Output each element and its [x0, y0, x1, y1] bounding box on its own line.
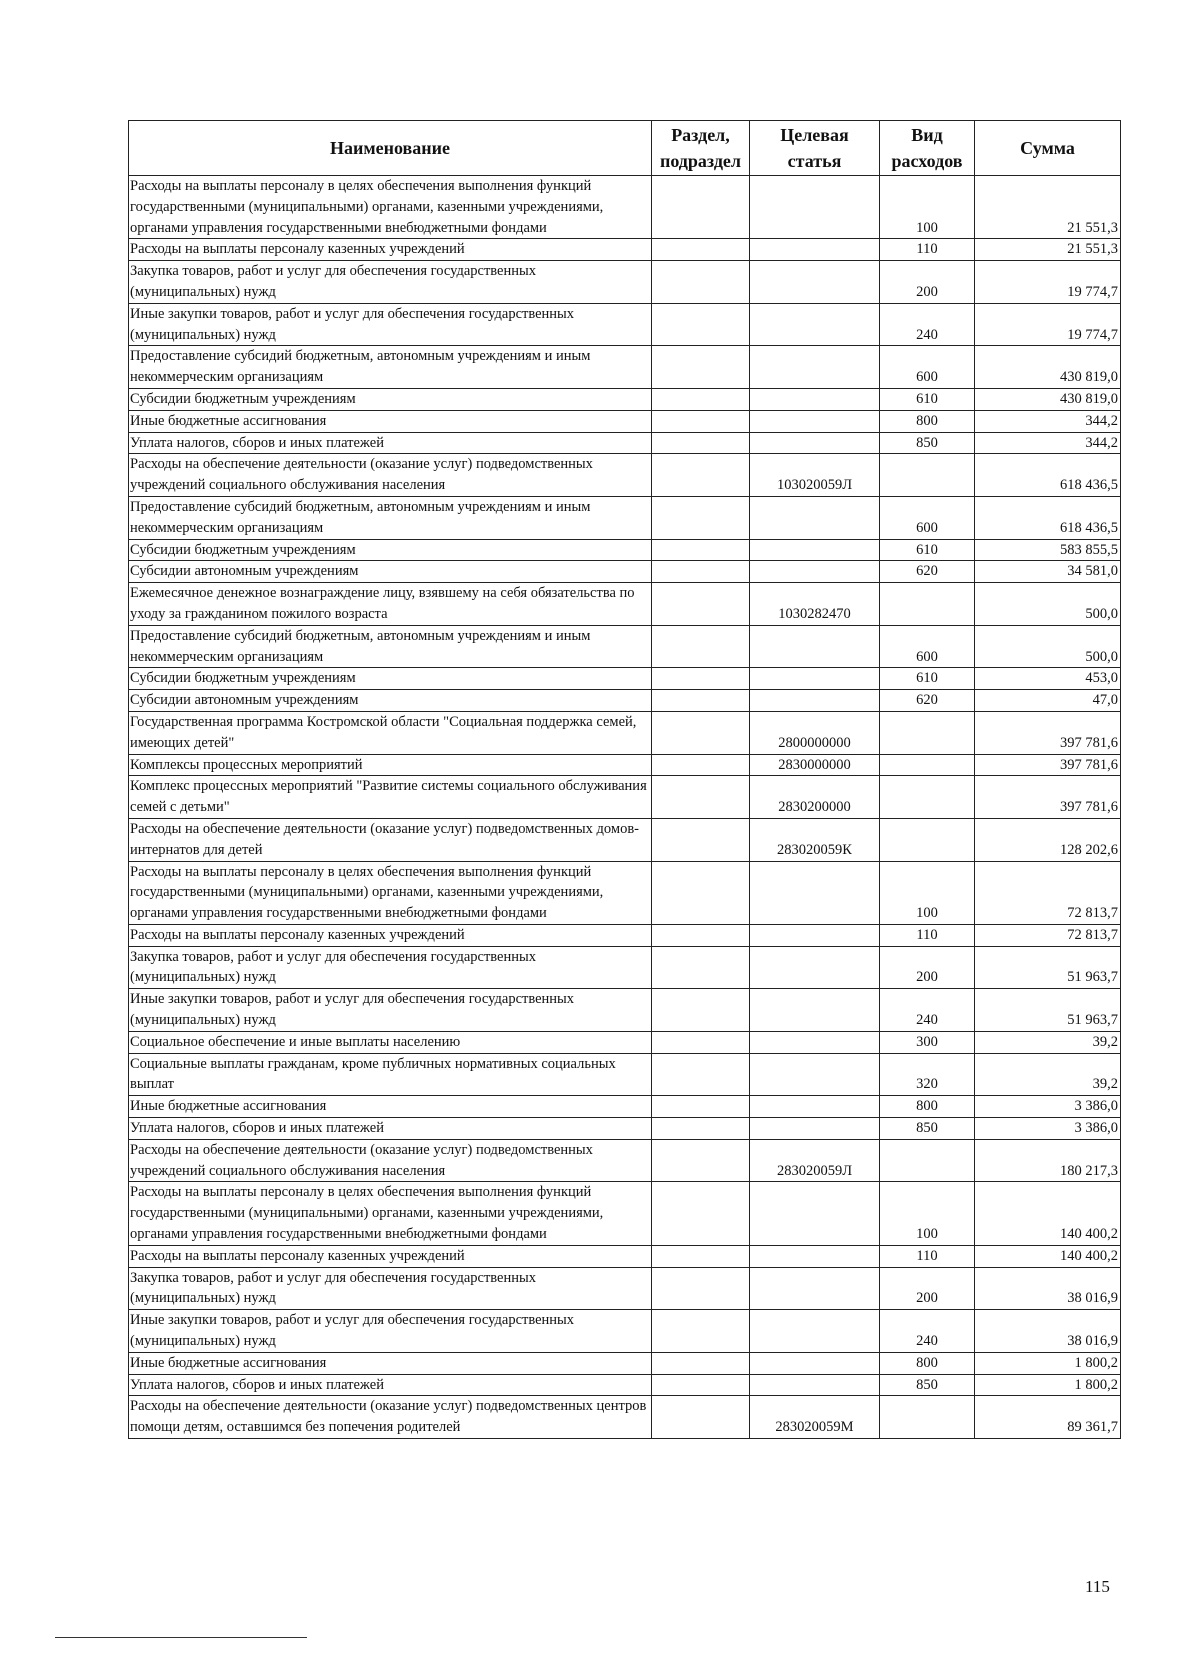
- cell-expense-type: 110: [880, 1245, 975, 1267]
- cell-expense-type: 610: [880, 388, 975, 410]
- cell-target-article: 283020059К: [750, 818, 880, 861]
- cell-name: Расходы на обеспечение деятельности (оказание услуг) подведомственных домов-интернатов для детей: [129, 818, 652, 861]
- table-row: [129, 946, 1121, 989]
- table-row: [129, 861, 1121, 924]
- cell-expense-type: 600: [880, 346, 975, 389]
- cell-section: [652, 496, 750, 539]
- cell-amount: 39,2: [975, 1031, 1121, 1053]
- cell-amount: 453,0: [975, 668, 1121, 690]
- cell-expense-type: 850: [880, 1374, 975, 1396]
- cell-section: [652, 410, 750, 432]
- cell-target-article: [750, 303, 880, 346]
- cell-expense-type: 620: [880, 561, 975, 583]
- cell-amount: 34 581,0: [975, 561, 1121, 583]
- cell-amount: 21 551,3: [975, 176, 1121, 239]
- cell-target-article: [750, 410, 880, 432]
- header-expense-type: Вид расходов: [880, 121, 975, 176]
- cell-amount: 3 386,0: [975, 1118, 1121, 1140]
- cell-target-article: [750, 861, 880, 924]
- cell-amount: 38 016,9: [975, 1267, 1121, 1310]
- cell-expense-type: 600: [880, 496, 975, 539]
- table-row: [129, 1310, 1121, 1353]
- cell-expense-type: 240: [880, 989, 975, 1032]
- cell-target-article: [750, 1118, 880, 1140]
- cell-amount: 140 400,2: [975, 1182, 1121, 1245]
- cell-section: [652, 754, 750, 776]
- cell-name: Иные бюджетные ассигнования: [129, 410, 652, 432]
- cell-expense-type: 300: [880, 1031, 975, 1053]
- cell-target-article: [750, 946, 880, 989]
- cell-name: Расходы на выплаты персоналу в целях обеспечения выполнения функций государственными (муниципальными) органами, казенными учреждениями, органами управления государственными внебюджетными фондами: [129, 1182, 652, 1245]
- cell-amount: 3 386,0: [975, 1096, 1121, 1118]
- page-number: 115: [1085, 1577, 1110, 1596]
- cell-name: Комплексы процессных мероприятий: [129, 754, 652, 776]
- table-row: [129, 388, 1121, 410]
- cell-name: Закупка товаров, работ и услуг для обеспечения государственных (муниципальных) нужд: [129, 261, 652, 304]
- cell-name: Расходы на выплаты персоналу казенных учреждений: [129, 924, 652, 946]
- cell-expense-type: [880, 454, 975, 497]
- cell-section: [652, 539, 750, 561]
- cell-expense-type: 610: [880, 539, 975, 561]
- table-row: [129, 539, 1121, 561]
- cell-expense-type: 200: [880, 261, 975, 304]
- cell-amount: 618 436,5: [975, 454, 1121, 497]
- table-row: [129, 1374, 1121, 1396]
- cell-expense-type: 800: [880, 1352, 975, 1374]
- table-row: [129, 176, 1121, 239]
- cell-target-article: [750, 668, 880, 690]
- cell-target-article: [750, 690, 880, 712]
- cell-amount: 19 774,7: [975, 261, 1121, 304]
- cell-name: Расходы на выплаты персоналу в целях обеспечения выполнения функций государственными (муниципальными) органами, казенными учреждениями, органами управления государственными внебюджетными фондами: [129, 176, 652, 239]
- cell-target-article: [750, 1310, 880, 1353]
- table-row: [129, 625, 1121, 668]
- cell-target-article: [750, 388, 880, 410]
- cell-amount: 21 551,3: [975, 239, 1121, 261]
- cell-name: Субсидии автономным учреждениям: [129, 690, 652, 712]
- cell-section: [652, 625, 750, 668]
- cell-target-article: [750, 346, 880, 389]
- cell-amount: 397 781,6: [975, 711, 1121, 754]
- cell-target-article: [750, 625, 880, 668]
- cell-section: [652, 388, 750, 410]
- cell-amount: 344,2: [975, 410, 1121, 432]
- cell-name: Государственная программа Костромской области "Социальная поддержка семей, имеющих детей": [129, 711, 652, 754]
- cell-amount: 500,0: [975, 625, 1121, 668]
- cell-target-article: 1030282470: [750, 583, 880, 626]
- table-row: [129, 754, 1121, 776]
- cell-name: Субсидии бюджетным учреждениям: [129, 668, 652, 690]
- cell-name: Расходы на обеспечение деятельности (оказание услуг) подведомственных учреждений социального обслуживания населения: [129, 1139, 652, 1182]
- cell-expense-type: 100: [880, 861, 975, 924]
- table-row: [129, 261, 1121, 304]
- cell-section: [652, 861, 750, 924]
- budget-table: [128, 120, 1121, 1439]
- cell-target-article: [750, 176, 880, 239]
- table-row: [129, 1245, 1121, 1267]
- cell-section: [652, 1310, 750, 1353]
- cell-target-article: [750, 561, 880, 583]
- cell-section: [652, 176, 750, 239]
- cell-amount: 51 963,7: [975, 989, 1121, 1032]
- cell-amount: 72 813,7: [975, 924, 1121, 946]
- table-row: [129, 239, 1121, 261]
- cell-section: [652, 1245, 750, 1267]
- cell-name: Закупка товаров, работ и услуг для обеспечения государственных (муниципальных) нужд: [129, 1267, 652, 1310]
- cell-target-article: [750, 1267, 880, 1310]
- cell-section: [652, 1182, 750, 1245]
- cell-target-article: [750, 1096, 880, 1118]
- cell-amount: 180 217,3: [975, 1139, 1121, 1182]
- cell-section: [652, 1031, 750, 1053]
- cell-expense-type: 850: [880, 432, 975, 454]
- cell-section: [652, 261, 750, 304]
- cell-expense-type: 320: [880, 1053, 975, 1096]
- table-row: [129, 776, 1121, 819]
- cell-target-article: 283020059Л: [750, 1139, 880, 1182]
- cell-name: Иные закупки товаров, работ и услуг для обеспечения государственных (муниципальных) нужд: [129, 1310, 652, 1353]
- header-section: Раздел, подраздел: [652, 121, 750, 176]
- cell-amount: 1 800,2: [975, 1374, 1121, 1396]
- cell-name: Уплата налогов, сборов и иных платежей: [129, 1374, 652, 1396]
- table-row: [129, 583, 1121, 626]
- cell-name: Субсидии бюджетным учреждениям: [129, 539, 652, 561]
- table-row: [129, 454, 1121, 497]
- table-row: [129, 410, 1121, 432]
- cell-target-article: 283020059М: [750, 1396, 880, 1439]
- cell-name: Иные закупки товаров, работ и услуг для обеспечения государственных (муниципальных) нужд: [129, 989, 652, 1032]
- cell-amount: 51 963,7: [975, 946, 1121, 989]
- cell-expense-type: 200: [880, 946, 975, 989]
- cell-section: [652, 303, 750, 346]
- cell-amount: 344,2: [975, 432, 1121, 454]
- cell-name: Социальное обеспечение и иные выплаты населению: [129, 1031, 652, 1053]
- cell-name: Закупка товаров, работ и услуг для обеспечения государственных (муниципальных) нужд: [129, 946, 652, 989]
- cell-target-article: [750, 1245, 880, 1267]
- cell-name: Расходы на обеспечение деятельности (оказание услуг) подведомственных центров помощи детям, оставшимся без попечения родителей: [129, 1396, 652, 1439]
- cell-amount: 618 436,5: [975, 496, 1121, 539]
- cell-amount: 19 774,7: [975, 303, 1121, 346]
- cell-section: [652, 946, 750, 989]
- cell-name: Уплата налогов, сборов и иных платежей: [129, 1118, 652, 1140]
- cell-amount: 140 400,2: [975, 1245, 1121, 1267]
- cell-amount: 500,0: [975, 583, 1121, 626]
- cell-target-article: [750, 1352, 880, 1374]
- cell-expense-type: [880, 776, 975, 819]
- cell-amount: 72 813,7: [975, 861, 1121, 924]
- cell-target-article: [750, 239, 880, 261]
- cell-expense-type: 200: [880, 1267, 975, 1310]
- cell-target-article: [750, 924, 880, 946]
- cell-expense-type: 800: [880, 410, 975, 432]
- cell-name: Предоставление субсидий бюджетным, автономным учреждениям и иным некоммерческим организациям: [129, 346, 652, 389]
- cell-amount: 1 800,2: [975, 1352, 1121, 1374]
- cell-target-article: 103020059Л: [750, 454, 880, 497]
- table-row: [129, 303, 1121, 346]
- cell-section: [652, 1396, 750, 1439]
- cell-section: [652, 1053, 750, 1096]
- table-row: [129, 924, 1121, 946]
- table-row: [129, 1139, 1121, 1182]
- table-row: [129, 818, 1121, 861]
- cell-expense-type: [880, 754, 975, 776]
- table-body: [129, 176, 1121, 1439]
- table-row: [129, 668, 1121, 690]
- table-row: [129, 1118, 1121, 1140]
- table-row: [129, 1053, 1121, 1096]
- cell-target-article: [750, 496, 880, 539]
- cell-name: Предоставление субсидий бюджетным, автономным учреждениям и иным некоммерческим организациям: [129, 496, 652, 539]
- cell-expense-type: 600: [880, 625, 975, 668]
- cell-name: Предоставление субсидий бюджетным, автономным учреждениям и иным некоммерческим организациям: [129, 625, 652, 668]
- cell-target-article: [750, 261, 880, 304]
- cell-amount: 430 819,0: [975, 346, 1121, 389]
- cell-expense-type: 110: [880, 924, 975, 946]
- cell-section: [652, 711, 750, 754]
- cell-amount: 583 855,5: [975, 539, 1121, 561]
- cell-name: Иные бюджетные ассигнования: [129, 1352, 652, 1374]
- header-target-article: Целевая статья: [750, 121, 880, 176]
- cell-target-article: [750, 989, 880, 1032]
- cell-expense-type: 110: [880, 239, 975, 261]
- cell-target-article: [750, 1053, 880, 1096]
- table-row: [129, 1096, 1121, 1118]
- cell-section: [652, 583, 750, 626]
- cell-name: Расходы на выплаты персоналу казенных учреждений: [129, 239, 652, 261]
- cell-expense-type: [880, 1396, 975, 1439]
- table-row: [129, 496, 1121, 539]
- cell-expense-type: 240: [880, 303, 975, 346]
- cell-name: Расходы на обеспечение деятельности (оказание услуг) подведомственных учреждений социального обслуживания населения: [129, 454, 652, 497]
- cell-target-article: 2830200000: [750, 776, 880, 819]
- cell-name: Расходы на выплаты персоналу в целях обеспечения выполнения функций государственными (муниципальными) органами, казенными учреждениями, органами управления государственными внебюджетными фондами: [129, 861, 652, 924]
- cell-name: Субсидии автономным учреждениям: [129, 561, 652, 583]
- cell-amount: 397 781,6: [975, 754, 1121, 776]
- cell-expense-type: [880, 711, 975, 754]
- cell-amount: 38 016,9: [975, 1310, 1121, 1353]
- cell-section: [652, 989, 750, 1032]
- cell-target-article: [750, 1031, 880, 1053]
- table-row: [129, 432, 1121, 454]
- cell-section: [652, 561, 750, 583]
- cell-expense-type: 240: [880, 1310, 975, 1353]
- cell-section: [652, 1096, 750, 1118]
- cell-expense-type: 610: [880, 668, 975, 690]
- cell-expense-type: 800: [880, 1096, 975, 1118]
- cell-name: Ежемесячное денежное вознаграждение лицу, взявшему на себя обязательства по уходу за гражданином пожилого возраста: [129, 583, 652, 626]
- cell-section: [652, 776, 750, 819]
- cell-target-article: [750, 539, 880, 561]
- cell-amount: 47,0: [975, 690, 1121, 712]
- cell-section: [652, 924, 750, 946]
- table-row: [129, 1031, 1121, 1053]
- table-row: [129, 711, 1121, 754]
- table-row: [129, 1352, 1121, 1374]
- cell-section: [652, 668, 750, 690]
- cell-name: Иные закупки товаров, работ и услуг для обеспечения государственных (муниципальных) нужд: [129, 303, 652, 346]
- header-amount: Сумма: [975, 121, 1121, 176]
- cell-section: [652, 1118, 750, 1140]
- cell-expense-type: 620: [880, 690, 975, 712]
- cell-section: [652, 346, 750, 389]
- cell-amount: 430 819,0: [975, 388, 1121, 410]
- table-row: [129, 989, 1121, 1032]
- cell-target-article: 2830000000: [750, 754, 880, 776]
- cell-target-article: [750, 432, 880, 454]
- cell-section: [652, 1352, 750, 1374]
- cell-name: Социальные выплаты гражданам, кроме публичных нормативных социальных выплат: [129, 1053, 652, 1096]
- cell-section: [652, 1374, 750, 1396]
- cell-section: [652, 454, 750, 497]
- footnote-rule: [55, 1637, 307, 1638]
- cell-section: [652, 239, 750, 261]
- cell-target-article: 2800000000: [750, 711, 880, 754]
- cell-name: Иные бюджетные ассигнования: [129, 1096, 652, 1118]
- cell-expense-type: 100: [880, 176, 975, 239]
- cell-section: [652, 690, 750, 712]
- cell-target-article: [750, 1182, 880, 1245]
- cell-name: Комплекс процессных мероприятий "Развитие системы социального обслуживания семей с детьми": [129, 776, 652, 819]
- table-header-row: [129, 121, 1121, 176]
- cell-section: [652, 1139, 750, 1182]
- cell-expense-type: 100: [880, 1182, 975, 1245]
- cell-expense-type: [880, 583, 975, 626]
- cell-expense-type: [880, 1139, 975, 1182]
- cell-amount: 39,2: [975, 1053, 1121, 1096]
- table-row: [129, 561, 1121, 583]
- cell-name: Расходы на выплаты персоналу казенных учреждений: [129, 1245, 652, 1267]
- table-row: [129, 1396, 1121, 1439]
- cell-amount: 397 781,6: [975, 776, 1121, 819]
- header-name: Наименование: [129, 121, 652, 176]
- cell-amount: 128 202,6: [975, 818, 1121, 861]
- cell-section: [652, 1267, 750, 1310]
- cell-section: [652, 432, 750, 454]
- cell-name: Субсидии бюджетным учреждениям: [129, 388, 652, 410]
- cell-name: Уплата налогов, сборов и иных платежей: [129, 432, 652, 454]
- cell-section: [652, 818, 750, 861]
- table-row: [129, 1182, 1121, 1245]
- table-row: [129, 1267, 1121, 1310]
- table-row: [129, 346, 1121, 389]
- cell-target-article: [750, 1374, 880, 1396]
- cell-amount: 89 361,7: [975, 1396, 1121, 1439]
- table-row: [129, 690, 1121, 712]
- cell-expense-type: [880, 818, 975, 861]
- cell-expense-type: 850: [880, 1118, 975, 1140]
